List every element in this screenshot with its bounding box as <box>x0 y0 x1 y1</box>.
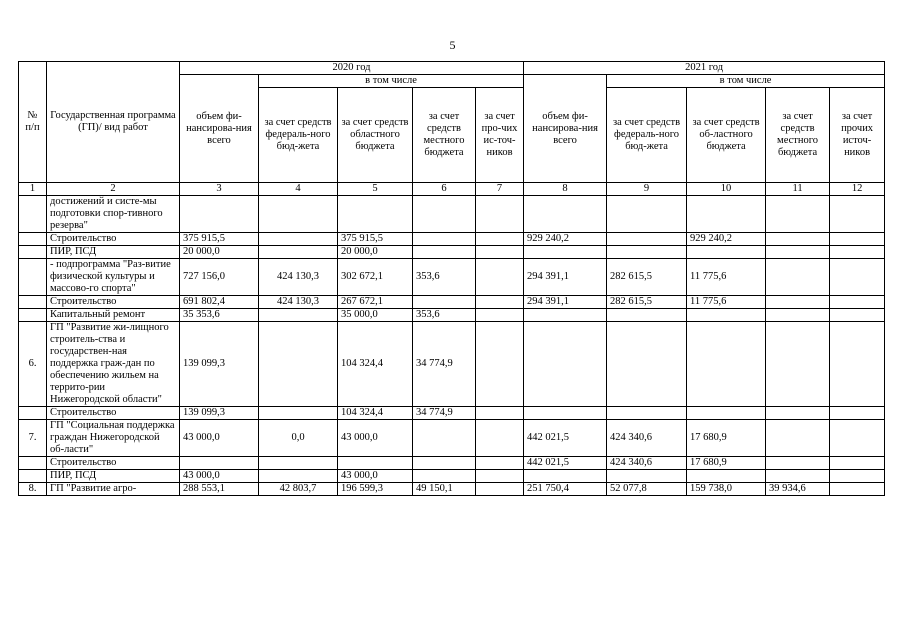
row-program-name: ГП "Социальная поддержка граждан Нижегородской об-ласти" <box>47 420 180 457</box>
row-index <box>19 259 47 296</box>
cell-2021-regional <box>687 196 766 233</box>
cell-2021-total <box>524 246 607 259</box>
cell-2021-federal <box>607 309 687 322</box>
cell-2021-other <box>830 407 885 420</box>
cell-2020-regional: 104 324,4 <box>338 407 413 420</box>
header-2020-local: за счет средств местного бюджета <box>413 88 476 183</box>
table-row <box>19 233 885 246</box>
cell-2020-federal <box>259 470 338 483</box>
cell-2021-regional: 17 680,9 <box>687 420 766 457</box>
cell-2021-total <box>524 309 607 322</box>
row-index <box>19 309 47 322</box>
header-2020-total: объем фи-нансирова-ния всего <box>180 75 259 183</box>
row-program-name: ПИР, ПСД <box>47 246 180 259</box>
cell-2020-federal: 0,0 <box>259 420 338 457</box>
cell-2021-local <box>766 233 830 246</box>
cell-2020-total: 20 000,0 <box>180 246 259 259</box>
cell-2020-federal: 424 130,3 <box>259 259 338 296</box>
cell-2020-total: 43 000,0 <box>180 420 259 457</box>
cell-2021-total <box>524 196 607 233</box>
cell-2020-federal <box>259 246 338 259</box>
cell-2020-regional: 20 000,0 <box>338 246 413 259</box>
cell-2021-total <box>524 322 607 407</box>
cell-2021-local <box>766 309 830 322</box>
cell-2021-other <box>830 233 885 246</box>
column-number: 5 <box>338 183 413 196</box>
table-row <box>19 470 885 483</box>
cell-2020-local: 34 774,9 <box>413 407 476 420</box>
header-2020-other: за счет про-чих ис-точ-ников <box>476 88 524 183</box>
header-2020-including: в том числе <box>259 75 524 88</box>
column-number: 2 <box>47 183 180 196</box>
cell-2020-total: 375 915,5 <box>180 233 259 246</box>
cell-2021-total: 294 391,1 <box>524 259 607 296</box>
cell-2020-total <box>180 196 259 233</box>
cell-2021-other <box>830 196 885 233</box>
cell-2021-federal <box>607 196 687 233</box>
table-row <box>19 420 885 457</box>
row-index <box>19 246 47 259</box>
cell-2020-other <box>476 457 524 470</box>
cell-2021-local <box>766 322 830 407</box>
cell-2021-regional <box>687 309 766 322</box>
cell-2021-federal <box>607 322 687 407</box>
cell-2020-regional: 104 324,4 <box>338 322 413 407</box>
page-number: 5 <box>449 38 456 52</box>
header-2021-total: объем фи-нансирова-ния всего <box>524 75 607 183</box>
cell-2020-regional: 302 672,1 <box>338 259 413 296</box>
table-row <box>19 322 885 407</box>
cell-2020-total: 43 000,0 <box>180 470 259 483</box>
cell-2020-federal <box>259 457 338 470</box>
cell-2020-total: 727 156,0 <box>180 259 259 296</box>
cell-2020-other <box>476 259 524 296</box>
cell-2020-federal <box>259 322 338 407</box>
cell-2020-other <box>476 246 524 259</box>
cell-2021-regional <box>687 246 766 259</box>
row-index <box>19 470 47 483</box>
cell-2020-local: 34 774,9 <box>413 322 476 407</box>
cell-2021-total: 294 391,1 <box>524 296 607 309</box>
row-program-name: Строительство <box>47 233 180 246</box>
cell-2020-other <box>476 470 524 483</box>
cell-2020-local <box>413 233 476 246</box>
cell-2021-local: 39 934,6 <box>766 483 830 496</box>
cell-2021-total <box>524 407 607 420</box>
cell-2020-other <box>476 483 524 496</box>
cell-2021-local <box>766 246 830 259</box>
column-number: 7 <box>476 183 524 196</box>
cell-2021-other <box>830 296 885 309</box>
cell-2021-other <box>830 483 885 496</box>
cell-2021-local <box>766 457 830 470</box>
cell-2021-other <box>830 457 885 470</box>
header-2021-local: за счет средств местного бюджета <box>766 88 830 183</box>
cell-2021-regional <box>687 407 766 420</box>
cell-2020-regional: 196 599,3 <box>338 483 413 496</box>
cell-2021-other <box>830 309 885 322</box>
cell-2021-federal: 282 615,5 <box>607 296 687 309</box>
header-2021-including: в том числе <box>607 75 885 88</box>
row-program-name: Строительство <box>47 457 180 470</box>
cell-2020-other <box>476 322 524 407</box>
header-year-2020: 2020 год <box>180 62 524 75</box>
header-year-2021: 2021 год <box>524 62 885 75</box>
header-2021-other: за счет прочих источ-ников <box>830 88 885 183</box>
header-index: № п/п <box>19 62 47 183</box>
cell-2021-total: 251 750,4 <box>524 483 607 496</box>
cell-2020-total: 288 553,1 <box>180 483 259 496</box>
cell-2020-other <box>476 420 524 457</box>
row-program-name: ГП "Развитие жи-лищного строитель-ства и государствен-ная поддержка граж-дан по обеспечению жильем на террито-рии Нижегородской области" <box>47 322 180 407</box>
row-index <box>19 196 47 233</box>
table-row <box>19 196 885 233</box>
cell-2021-federal <box>607 246 687 259</box>
cell-2020-regional: 267 672,1 <box>338 296 413 309</box>
header-program: Государственная программа (ГП)/ вид работ <box>47 62 180 183</box>
cell-2020-total: 139 099,3 <box>180 407 259 420</box>
cell-2021-other <box>830 470 885 483</box>
table-row <box>19 246 885 259</box>
cell-2021-other <box>830 322 885 407</box>
cell-2021-federal <box>607 470 687 483</box>
cell-2020-federal: 424 130,3 <box>259 296 338 309</box>
table-row <box>19 259 885 296</box>
column-number: 6 <box>413 183 476 196</box>
cell-2021-local <box>766 420 830 457</box>
cell-2021-federal: 424 340,6 <box>607 420 687 457</box>
cell-2020-regional: 35 000,0 <box>338 309 413 322</box>
row-program-name: ГП "Развитие агро- <box>47 483 180 496</box>
cell-2020-total <box>180 457 259 470</box>
cell-2021-local <box>766 196 830 233</box>
cell-2020-local <box>413 196 476 233</box>
cell-2021-total: 929 240,2 <box>524 233 607 246</box>
cell-2020-local: 353,6 <box>413 309 476 322</box>
cell-2021-local <box>766 407 830 420</box>
row-program-name: Строительство <box>47 296 180 309</box>
row-index <box>19 407 47 420</box>
cell-2020-local <box>413 420 476 457</box>
cell-2021-regional: 929 240,2 <box>687 233 766 246</box>
table-header <box>19 62 885 196</box>
cell-2020-total: 139 099,3 <box>180 322 259 407</box>
cell-2021-regional: 11 775,6 <box>687 259 766 296</box>
row-index: 6. <box>19 322 47 407</box>
column-number: 11 <box>766 183 830 196</box>
cell-2020-federal <box>259 407 338 420</box>
row-program-name: Строительство <box>47 407 180 420</box>
row-index <box>19 233 47 246</box>
cell-2020-other <box>476 196 524 233</box>
cell-2021-local <box>766 470 830 483</box>
column-number: 4 <box>259 183 338 196</box>
table-row <box>19 457 885 470</box>
row-index: 7. <box>19 420 47 457</box>
header-2021-regional: за счет средств об-ластного бюджета <box>687 88 766 183</box>
table-row <box>19 483 885 496</box>
table-row <box>19 309 885 322</box>
cell-2020-regional: 43 000,0 <box>338 420 413 457</box>
header-2021-federal: за счет средств федераль-ного бюд-жета <box>607 88 687 183</box>
table-row <box>19 296 885 309</box>
cell-2021-other <box>830 259 885 296</box>
header-2020-federal: за счет средств федераль-ного бюд-жета <box>259 88 338 183</box>
table-body <box>19 196 885 496</box>
cell-2020-federal <box>259 309 338 322</box>
column-number: 8 <box>524 183 607 196</box>
cell-2021-federal <box>607 407 687 420</box>
cell-2021-total <box>524 470 607 483</box>
cell-2021-other <box>830 246 885 259</box>
cell-2021-regional: 159 738,0 <box>687 483 766 496</box>
row-program-name: ПИР, ПСД <box>47 470 180 483</box>
cell-2021-federal: 424 340,6 <box>607 457 687 470</box>
row-program-name: достижений и систе-мы подготовки спор-тивного резерва" <box>47 196 180 233</box>
cell-2020-federal <box>259 233 338 246</box>
cell-2020-other <box>476 309 524 322</box>
cell-2020-federal <box>259 196 338 233</box>
cell-2021-regional <box>687 470 766 483</box>
cell-2021-local <box>766 259 830 296</box>
column-number: 9 <box>607 183 687 196</box>
table-row <box>19 407 885 420</box>
column-number: 12 <box>830 183 885 196</box>
cell-2021-federal <box>607 233 687 246</box>
cell-2020-regional: 43 000,0 <box>338 470 413 483</box>
cell-2020-regional: 375 915,5 <box>338 233 413 246</box>
row-index <box>19 457 47 470</box>
cell-2021-other <box>830 420 885 457</box>
cell-2020-other <box>476 296 524 309</box>
column-numbers-row <box>19 183 885 196</box>
cell-2021-local <box>766 296 830 309</box>
row-program-name: - подпрограмма "Раз-витие физической культуры и массово-го спорта" <box>47 259 180 296</box>
cell-2020-total: 691 802,4 <box>180 296 259 309</box>
cell-2020-other <box>476 233 524 246</box>
column-number: 10 <box>687 183 766 196</box>
column-number: 3 <box>180 183 259 196</box>
cell-2020-local <box>413 246 476 259</box>
cell-2021-total: 442 021,5 <box>524 457 607 470</box>
cell-2020-local: 49 150,1 <box>413 483 476 496</box>
cell-2020-other <box>476 407 524 420</box>
row-program-name: Капитальный ремонт <box>47 309 180 322</box>
budget-table <box>18 61 885 496</box>
cell-2020-local <box>413 470 476 483</box>
cell-2021-federal: 52 077,8 <box>607 483 687 496</box>
row-index <box>19 296 47 309</box>
cell-2020-total: 35 353,6 <box>180 309 259 322</box>
cell-2020-federal: 42 803,7 <box>259 483 338 496</box>
row-index: 8. <box>19 483 47 496</box>
cell-2020-regional <box>338 457 413 470</box>
cell-2021-regional: 17 680,9 <box>687 457 766 470</box>
cell-2020-local <box>413 296 476 309</box>
cell-2021-total: 442 021,5 <box>524 420 607 457</box>
column-number: 1 <box>19 183 47 196</box>
header-2020-regional: за счет средств областного бюджета <box>338 88 413 183</box>
cell-2021-federal: 282 615,5 <box>607 259 687 296</box>
cell-2020-local <box>413 457 476 470</box>
cell-2021-regional: 11 775,6 <box>687 296 766 309</box>
cell-2021-regional <box>687 322 766 407</box>
cell-2020-local: 353,6 <box>413 259 476 296</box>
cell-2020-regional <box>338 196 413 233</box>
